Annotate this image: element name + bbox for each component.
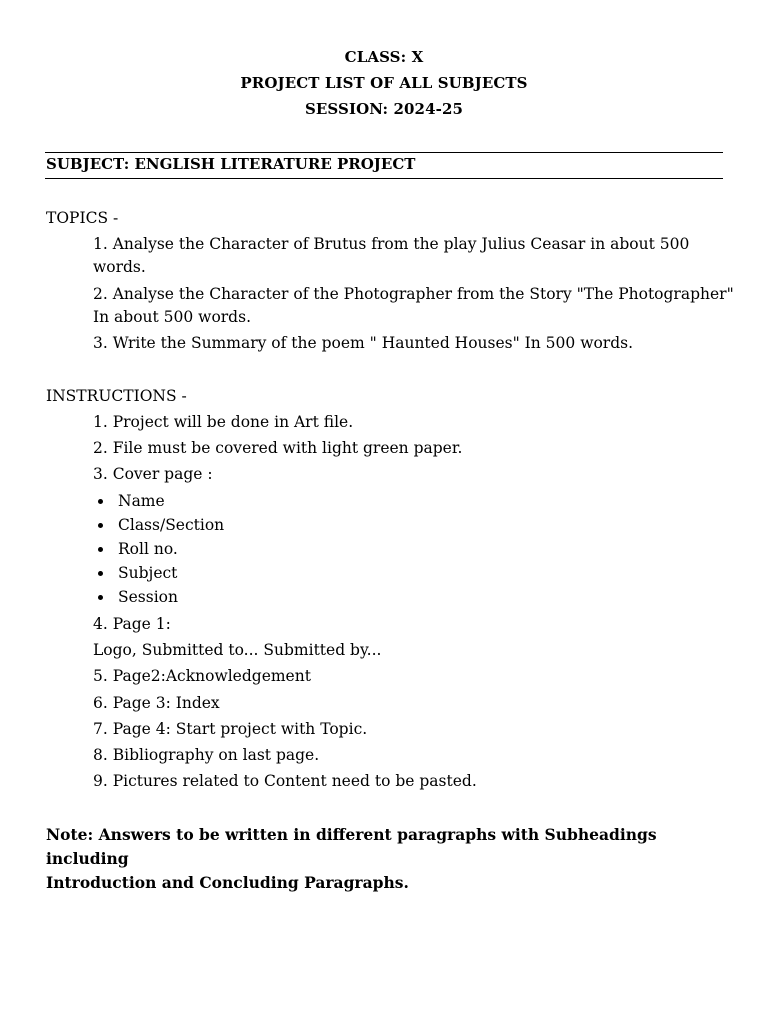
cover-bullet-text: Name: [118, 492, 165, 510]
bullet-icon: [98, 547, 103, 552]
instruction-8: 8. Bibliography on last page.: [93, 746, 320, 764]
cover-bullet-item: [98, 538, 178, 561]
cover-bullet-text: Subject: [118, 564, 178, 582]
instruction-7: 7. Page 4: Start project with Topic.: [93, 720, 368, 738]
note-paragraph: [46, 823, 736, 895]
instruction-6: 6. Page 3: Index: [93, 694, 220, 712]
cover-bullet-item: [98, 514, 224, 537]
topic-1-line-2: words.: [93, 258, 146, 276]
instruction-4-detail: Logo, Submitted to... Submitted by...: [93, 641, 382, 659]
project-list-heading: PROJECT LIST OF ALL SUBJECTS: [240, 74, 528, 92]
note-line-2: Introduction and Concluding Paragraphs.: [46, 873, 409, 892]
instructions-label: INSTRUCTIONS -: [46, 387, 187, 405]
topics-label: TOPICS -: [46, 209, 119, 227]
topic-1-line-1: 1. Analyse the Character of Brutus from the play Julius Ceasar in about 500: [93, 235, 690, 253]
note-line-1: Note: Answers to be written in different paragraphs with Subheadings including: [46, 825, 657, 868]
class-heading: CLASS: X: [344, 48, 424, 66]
cover-bullet-item: [98, 586, 178, 609]
bullet-icon: [98, 499, 103, 504]
subject-rule-top: [45, 152, 723, 153]
cover-bullet-text: Session: [118, 588, 178, 606]
subject-rule-bottom: [45, 178, 723, 179]
instruction-2: 2. File must be covered with light green paper.: [93, 439, 463, 457]
cover-bullet-item: [98, 562, 177, 585]
topic-2-line-2: In about 500 words.: [93, 308, 251, 326]
instruction-9: 9. Pictures related to Content need to be pasted.: [93, 772, 477, 790]
bullet-icon: [98, 523, 103, 528]
cover-bullet-text: Class/Section: [118, 516, 225, 534]
instruction-1: 1. Project will be done in Art file.: [93, 413, 354, 431]
topic-3: 3. Write the Summary of the poem " Haunted Houses" In 500 words.: [93, 334, 634, 352]
cover-bullet-text: Roll no.: [118, 540, 178, 558]
topic-2-line-1: 2. Analyse the Character of the Photographer from the Story "The Photographer": [93, 285, 734, 303]
subject-title: SUBJECT: ENGLISH LITERATURE PROJECT: [46, 155, 416, 173]
bullet-icon: [98, 571, 103, 576]
instruction-5: 5. Page2:Acknowledgement: [93, 667, 311, 685]
cover-bullet-item: [98, 490, 165, 513]
session-heading: SESSION: 2024-25: [304, 100, 464, 118]
instruction-3: 3. Cover page :: [93, 465, 213, 483]
bullet-icon: [98, 595, 103, 600]
instruction-4: 4. Page 1:: [93, 615, 171, 633]
